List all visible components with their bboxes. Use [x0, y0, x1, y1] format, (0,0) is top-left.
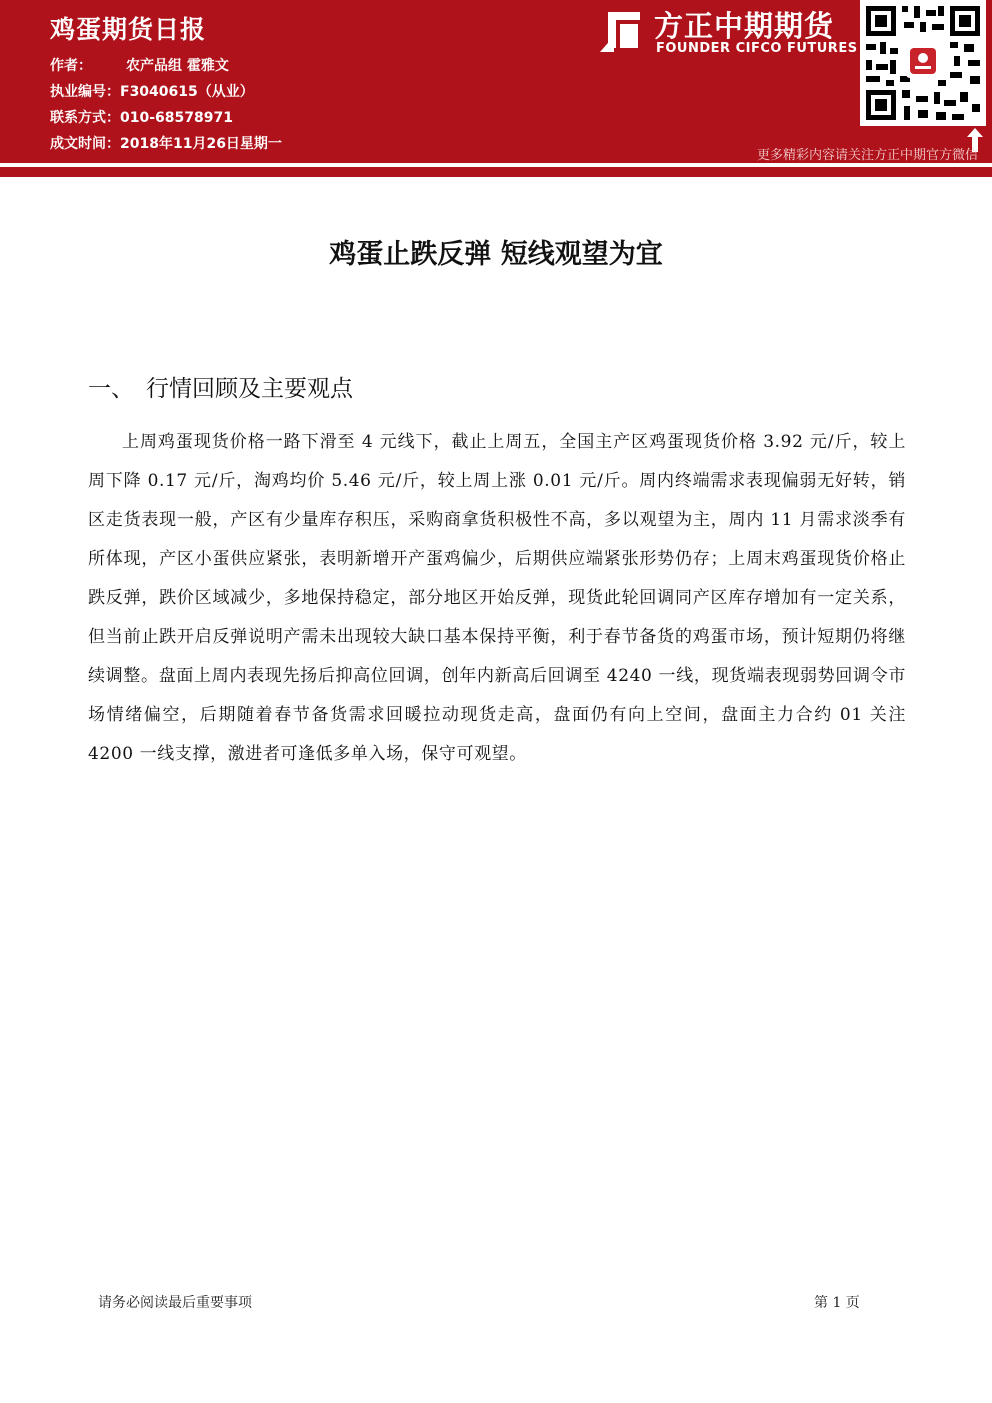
contact-row [50, 107, 233, 127]
license-row [50, 81, 254, 101]
author-value: 农产品组 霍雅文 [126, 58, 229, 74]
qr-code-icon [860, 0, 986, 126]
date-label: 成文时间： [50, 136, 120, 152]
logo-english-name: FOUNDER CIFCO FUTURES [656, 41, 858, 56]
date-row [50, 133, 282, 153]
author-row [50, 55, 229, 75]
header-bottom-band [0, 167, 992, 177]
follow-wechat-text: 更多精彩内容请关注方正中期官方微信 [756, 148, 978, 163]
logo-chinese-name: 方正中期期货 [654, 9, 835, 43]
section-heading [88, 370, 353, 403]
report-name: 鸡蛋期货日报 [50, 15, 207, 44]
report-title: 鸡蛋止跌反弹 短线观望为宜 [329, 239, 663, 270]
date-value: 2018年11月26日星期一 [120, 136, 282, 152]
page-number: 第 1 页 [814, 1295, 860, 1311]
license-label: 执业编号： [50, 84, 120, 100]
contact-value: 010-68578971 [120, 110, 233, 126]
logo-mark-icon [600, 6, 646, 54]
license-value: F3040615（从业） [120, 84, 254, 100]
author-label: 作者： [50, 58, 92, 74]
footer-disclaimer: 请务必阅读最后重要事项 [98, 1295, 252, 1311]
contact-label: 联系方式： [50, 110, 120, 126]
section-number: 一、 [88, 376, 134, 402]
report-header [0, 0, 992, 163]
market-review-paragraph: 上周鸡蛋现货价格一路下滑至 4 元线下，截止上周五，全国主产区鸡蛋现货价格 3.92 元/斤，较上周下降 0.17 元/斤，淘鸡均价 5.46 元/斤，较上周上涨 0.01 元/斤。周内终端需求表现偏弱无好转，销区走货表现一般，产区有少量库存积压，采购商拿货积极性不高，多以观望为主，周内 11 月需求淡季有所体现，产区小蛋供应紧张，表明新增开产蛋鸡偏少，后期供应端紧张形势仍存；上周末鸡蛋现货价格止跌反弹，跌价区域减少，多地保持稳定，部分地区开始反弹，现货此轮回调同产区库存增加有一定关系，但当前止跌开启反弹说明产需未出现较大缺口基本保持平衡，利于春节备货的鸡蛋市场，预计短期仍将继续调整。盘面上周内表现先扬后抑高位回调，创年内新高后回调至 4240 一线，现货端表现弱势回调令市场情绪偏空，后期随着春节备货需求回暖拉动现货走高，盘面仍有向上空间，盘面主力合约 01 关注 4200 一线支撑，激进者可逢低多单入场，保守可观望。 [88, 432, 906, 764]
section-heading-text: 行情回顾及主要观点 [146, 376, 353, 402]
company-logo [600, 6, 858, 60]
